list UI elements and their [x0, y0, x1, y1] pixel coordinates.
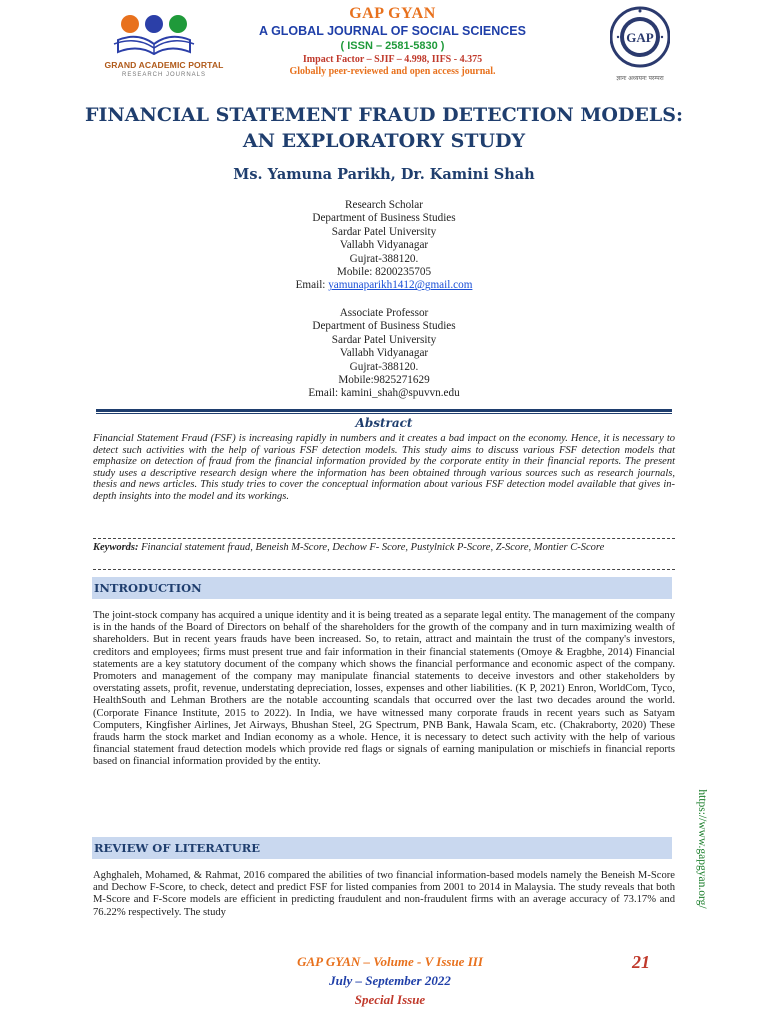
portal-subtitle: RESEARCH JOURNALS: [121, 72, 206, 78]
aff2-state: Gujrat-388120.: [349, 360, 419, 373]
portal-logo: [104, 10, 224, 82]
aff1-state: Gujrat-388120.: [349, 252, 419, 265]
journal-masthead: [230, 4, 555, 78]
introduction-text: The joint-stock company has acquired a unique identity and it is being treated as a separate legal entity. The management of the company is in the hands of the Board of Directors on behalf of the shareholders for the growth of the company and in turn maximizing wealth of shareholders. But in recent years frauds have been increased. So, to retain, attract and maintain the trust of the company's investors, creditors and employees; firms must present true and fair information in their financial statements (Omoye & Eragbhe, 2014) Financial statements are a key statutory document of the company which shows the financial performance and economic aspect of the company. Promoters and management of the company may manipulate financial statements to deceive investors and other stakeholders by overstating assets, profit, revenue, understating depreciation, losses, expenses and other liabilities. (K P, 2021) Enron, WorldCom, Tyco, HealthSouth and Lehman Brothers are the notable accounting scandals that occurred over the last two decades around the world. (Corporate Finance Institute, 2015 to 2022). In India, we have witnessed many corporate frauds in recent years such as Satyam Computers, Kingfisher Airlines, Jet Airways, Bhushan Steel, 2G Spectrum, PNB Bank, Hawala Scam, etc. (Chakraborty, 2020) These frauds harm the stock market and Indian economy as a whole. Hence, it is necessary to detect such activity with the help of various financial statement fraud detection models which provide red flags or signals of earning manipulation or mischiefs in financial reports based on financial information provided by the entity.: [93, 610, 675, 768]
title-line-1: FINANCIAL STATEMENT FRAUD DETECTION MODELS:: [85, 104, 683, 126]
footer-volume: GAP GYAN – Volume - V Issue III: [297, 954, 483, 969]
side-url-text[interactable]: https://www.gapgyan.org/: [696, 789, 708, 909]
aff2-role: Associate Professor: [339, 307, 429, 319]
aff2-mobile: Mobile:9825271629: [338, 374, 430, 387]
article-authors: Ms. Yamuna Parikh, Dr. Kamini Shah: [233, 166, 535, 183]
section-heading-introduction: INTRODUCTION: [92, 577, 672, 599]
aff1-role: Research Scholar: [345, 199, 423, 211]
literature-text: Aghghaleh, Mohamed, & Rahmat, 2016 compared the abilities of two financial information-based models namely the Beneish M-Score and Dechow F-Score, to check, detect and predict FSF for listed companies from 2001 to 2014 in Malaysia. The study reveals that both M-Score and F-Score models are efficient in predicting fraudulent and non-fraudulent firms with an average accuracy of 73.17% and 76.22% respectively. The study: [93, 870, 675, 918]
book-logo-icon: [104, 10, 224, 60]
dashed-divider-top: [93, 538, 675, 539]
keywords-label: Keywords:: [93, 542, 139, 553]
footer-period: July – September 2022: [329, 973, 451, 988]
page-footer: [230, 952, 550, 1009]
article-title: [60, 102, 708, 154]
portal-name: GRAND ACADEMIC PORTAL: [104, 60, 224, 70]
aff2-place: Vallabh Vidyanagar: [339, 347, 429, 360]
keywords: [93, 542, 675, 554]
aff1-dept: Department of Business Studies: [312, 212, 456, 225]
journal-name: GAP GYAN: [349, 5, 436, 22]
aff2-email: Email: kamini_shah@spuvvn.edu: [308, 387, 460, 400]
dashed-divider-bottom: [93, 569, 675, 570]
page-number: 21: [632, 952, 650, 972]
aff2-dept: Department of Business Studies: [312, 320, 456, 333]
aff1-email-link[interactable]: yamunaparikh1412@gmail.com: [328, 279, 473, 292]
aff1-mobile: Mobile: 8200235705: [336, 266, 432, 279]
affiliation-2: [200, 307, 568, 401]
aff1-email-label: Email:: [295, 279, 329, 292]
aff2-university: Sardar Patel University: [331, 333, 437, 346]
title-line-2: AN EXPLORATORY STUDY: [242, 130, 526, 152]
gap-seal-icon: [610, 4, 670, 70]
footer-special: Special Issue: [354, 992, 426, 1007]
journal-seal: [610, 4, 670, 84]
divider-thin: [96, 413, 672, 414]
side-url[interactable]: [692, 776, 712, 922]
journal-issn: ( ISSN – 2581-5830 ): [340, 40, 445, 52]
svg-text:GAP: GAP: [626, 30, 654, 45]
abstract-heading: Abstract: [355, 416, 413, 430]
aff1-university: Sardar Patel University: [331, 225, 437, 238]
abstract-text: Financial Statement Fraud (FSF) is increasing rapidly in numbers and it creates a bad impact on the economy. Hence, it is necessary to detect such activities with the help of various FSF detection models. This study aims to discuss various FSF detection models that emphasize on detection of fraud from the financial information provided by the corporate entity in their financial reports. The present study uses a descriptive research design where the information has been obtained through various sources such as research journals, thesis and news articles. This study tries to cover the conceptual information about various FSF detection model available that gives in-depth insights into the model and its workings.: [93, 433, 675, 502]
section-heading-literature: REVIEW OF LITERATURE: [92, 837, 672, 859]
impact-factor: Impact Factor – SJIF – 4.998, IIFS - 4.375: [302, 54, 483, 65]
keywords-text: Financial statement fraud, Beneish M-Score, Dechow F- Score, Pustylnick P-Score, Z-Score, Montier C-Score: [138, 542, 605, 553]
divider-thick: [96, 409, 672, 412]
seal-motto: ज्ञानः अध्ययनः परम्परा: [616, 75, 664, 82]
peer-review-note: Globally peer-reviewed and open access journal.: [289, 66, 496, 77]
journal-subtitle: A GLOBAL JOURNAL OF SOCIAL SCIENCES: [259, 24, 526, 38]
aff1-place: Vallabh Vidyanagar: [339, 239, 429, 252]
aff1-email-row: [200, 279, 568, 292]
affiliation-1: [200, 199, 568, 293]
